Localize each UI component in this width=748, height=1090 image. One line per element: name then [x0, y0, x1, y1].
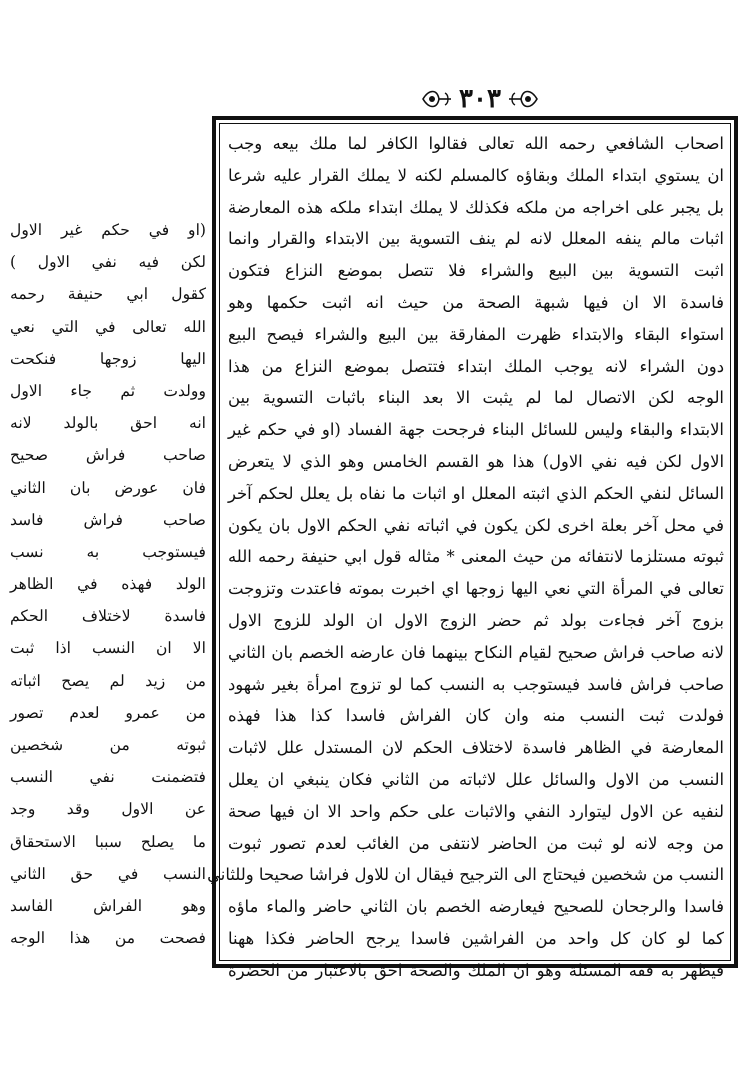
main-text-line: الوجه لكن الاتصال لما لم يثبت الا بعد البناء باثبات التسوية بين: [228, 388, 724, 408]
main-text-line: تعالى في المرأة التي نعي اليها زوجها اي اخبرت بموته فاعتدت وتزوجت: [228, 579, 724, 599]
main-text-line: الاول لكن فيه نفي الاول) هذا هو القسم الخامس وهو الذي لا يتعرض: [228, 451, 724, 471]
main-text-line: اصحاب الشافعي رحمه الله تعالى فقالوا الكافر لما ملك بيعه وجب: [228, 134, 724, 153]
main-text-line: السائل لنفي الحكم الذي اثبته المعلل او اثبات ما نفاه بل يعلل لحكم آخر: [228, 483, 724, 503]
margin-line: من عمرو لعدم تصور: [10, 703, 206, 722]
main-text-line: النسب من الاول والسائل علل لاثباته من الثاني فكان ينبغي ان يعلل: [228, 769, 724, 789]
margin-line: الا ان النسب اذا ثبت: [10, 639, 206, 658]
margin-line: فان عورض بان الثاني: [10, 478, 206, 497]
main-text-line: فاسدة الا ان فيها شبهة الصحة من حيث انه اثبت حكمها وهو: [228, 292, 724, 312]
margin-line: فيستوجب به نسب: [10, 542, 206, 561]
right-ornament-icon: [507, 87, 539, 111]
main-text-line: فيظهر به فقه المسئلة وهو ان الملك والصحة احق بالاعتبار من الحضرة: [228, 960, 724, 980]
main-text-line: لنفيه عن الاول ليتوارد النفي والاثبات على حكم واحد الا ان فيها صحة: [228, 801, 724, 821]
margin-line: ثبوته من شخصين: [10, 736, 206, 754]
margin-line: اليها زوجها فنكحت: [10, 349, 206, 368]
margin-line: كقول ابي حنيفة رحمه: [10, 285, 206, 304]
margin-line: وهو الفراش الفاسد: [10, 896, 206, 915]
margin-commentary: [10, 214, 206, 948]
main-text-line: ان يستوي ابتداء الملك وبقاؤه كالمسلم لكنه لا يملك القرار عليه شرعا: [228, 165, 724, 185]
main-text-line: اثبت التسوية بين البيع والشراء فلا تتصل بموضع النزاع فتكون: [228, 261, 724, 281]
margin-line: ما يصلح سببا الاستحقاق: [10, 832, 206, 851]
main-text-line: فولدت ثبت النسب منه وان كان الفراش فاسدا كذا هذا فهذه: [228, 706, 724, 726]
main-text-line: فاسدا والرجحان للصحيح فيعارضه الخصم بان الثاني حاضر والماء ماؤه: [228, 897, 724, 917]
page-header: [410, 82, 550, 116]
margin-line: (او في حكم غير الاول: [10, 221, 206, 239]
margin-line: لكن فيه نفي الاول ): [10, 253, 206, 272]
main-text-line: صاحب فراش فاسد فيستوجب به النسب كما لو تزوج امرأة بغير شهود: [228, 674, 724, 694]
margin-line: الله تعالى في التي نعي: [10, 317, 206, 336]
main-text-line: بزوج آخر فجاءت بولد ثم حضر الزوج الاول ان الولد للزوج الاول: [228, 610, 724, 630]
main-text-line: ثبوته مستلزما لانتفائه من حيث المعنى * مثاله قول ابي حنيفة رحمه الله: [228, 547, 724, 567]
margin-line: صاحب فراش صحيح: [10, 446, 206, 465]
main-text-line: دون الشراء لانه يوجب الملك ابتداء فتتصل بموضع النزاع من هذا: [228, 356, 724, 376]
main-text-line: المعارضة في الظاهر فاسدة لاختلاف الحكم لان المستدل علل لاثبات: [228, 738, 724, 758]
main-text-line: الابتداء والبقاء وليس للسائل البناء فرجحت جهة الفساد (او في حكم غير: [228, 420, 724, 440]
main-text-line: لانه صاحب فراش صحيح لقيام النكاح بينهما فان عارضه الخصم بان الثاني: [228, 642, 724, 662]
main-text-line: في محل آخر بعلة اخرى لكن يكون في اثباته نفي الحكم الاول بان يكون: [228, 515, 724, 535]
margin-line: فصحت من هذا الوجه: [10, 929, 206, 948]
margin-line: الولد فهذه في الظاهر: [10, 575, 206, 594]
margin-line: صاحب فراش فاسد: [10, 510, 206, 529]
margin-line: فاسدة لاختلاف الحكم: [10, 607, 206, 626]
margin-line: من زيد لم يصح اثباته: [10, 671, 206, 690]
left-ornament-icon: [421, 87, 453, 111]
main-text-line: اثبات مالم ينفه المعلل لانه لم ينف التسوية بين الابتداء والقرار وانما: [228, 229, 724, 249]
main-text-line: بل يجبر على اخراجه من ملكه فكذلك لا يملك ابتداء ملكه هذه المعارضة: [228, 197, 724, 217]
main-text-block: [207, 128, 724, 980]
margin-line: وولدت ثم جاء الاول: [10, 381, 206, 400]
margin-line: النسب في حق الثاني: [10, 864, 206, 883]
page-number: ٣٠٣: [459, 84, 501, 114]
margin-line: فتضمنت نفي النسب: [10, 768, 206, 787]
margin-line: عن الاول وقد وجد: [10, 800, 206, 819]
margin-line: انه احق بالولد لانه: [10, 414, 206, 433]
main-text-line: استواء البقاء والابتداء ظهرت المفارقة بين البيع والشراء فيصح البيع: [228, 324, 724, 344]
main-text-line: من وجه لانه لو ثبت من الحاضر لانتفى من الغائب لعدم تصور ثبوت: [228, 833, 724, 853]
main-text-line: كما لو كان كل واحد من الفراشين فاسدا يرجح الحاضر فكذا ههنا: [228, 928, 724, 948]
main-text-line: النسب من شخصين فيحتاج الى الترجيح فيقال ان للاول فراشا صحيحا وللثاني: [207, 865, 724, 885]
